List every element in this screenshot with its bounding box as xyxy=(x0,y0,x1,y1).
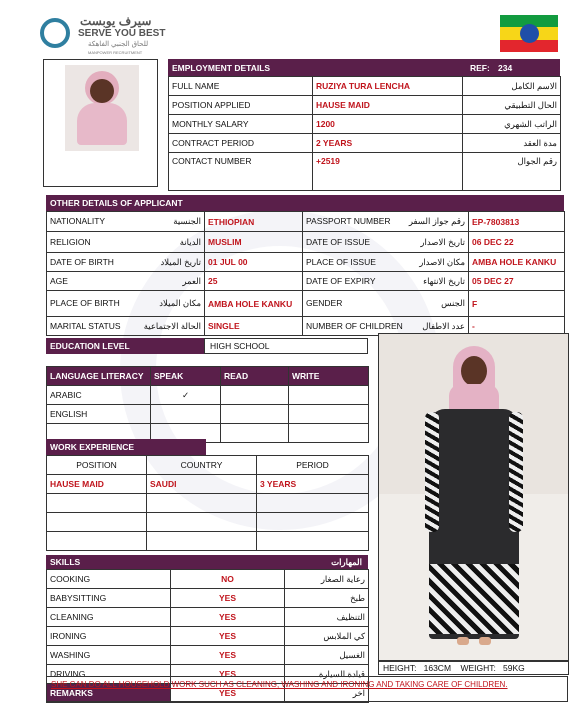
table-row: NATIONALITY الجنسية ETHIOPIAN PASSPORT NUMBER رقم جواز السفر EP-7803813 xyxy=(47,212,565,232)
table-row: REMARKS YES اخر xyxy=(47,684,369,703)
logo-sub-arabic: للحاق الجنبي الفاهكة xyxy=(88,41,149,48)
ref-value: 234 xyxy=(498,62,513,73)
ethiopia-flag-icon xyxy=(500,15,558,52)
table-row: RELIGION الديانة MUSLIM DATE OF ISSUE تاريخ الاصدار 06 DEC 22 xyxy=(47,232,565,253)
logo-english: SERVE YOU BEST xyxy=(78,28,166,39)
company-logo xyxy=(40,14,170,54)
check-icon: ✓ xyxy=(151,386,221,405)
table-row: MARITAL STATUS الحالة الاجتماعية SINGLE NUMBER OF CHILDREN عدد الاطفال - xyxy=(47,317,565,336)
table-row: WASHING YES الغسيل xyxy=(47,646,369,665)
table-row: DRIVING YES قيادة السيارة xyxy=(47,665,369,684)
logo-sub-english: MANPOWER RECRUITMENT xyxy=(88,50,143,55)
table-row: CLEANING YES التنظيف xyxy=(47,608,369,627)
education-level-value: HIGH SCHOOL xyxy=(204,338,368,354)
table-row: ARABIC ✓ xyxy=(47,386,369,405)
applicant-photo-small xyxy=(43,59,158,187)
table-row: COOKING NO رعاية الصغار xyxy=(47,570,369,589)
height-weight-box: HEIGHT: 163CM WEIGHT: 59KG xyxy=(378,661,569,675)
logo-arabic: سيرف يوبست xyxy=(80,14,152,28)
table-row: BABYSITTING YES طبخ xyxy=(47,589,369,608)
table-row: CONTACT NUMBER +2519 رقم الجوال xyxy=(169,153,561,191)
table-row xyxy=(47,513,369,532)
table-row: ENGLISH xyxy=(47,405,369,424)
table-row xyxy=(47,532,369,551)
employment-details-header: EMPLOYMENT DETAILS REF: 234 xyxy=(168,59,560,76)
logo-ring-icon xyxy=(40,18,70,48)
table-row: FULL NAME RUZIYA TURA LENCHA الاسم الكامل xyxy=(169,77,561,96)
education-level-label: EDUCATION LEVEL xyxy=(46,338,204,354)
table-row: POSITION COUNTRY PERIOD xyxy=(47,456,369,475)
language-table xyxy=(46,366,369,443)
other-details-table xyxy=(46,211,565,336)
table-row xyxy=(47,494,369,513)
table-row: IRONING YES كي الملابس xyxy=(47,627,369,646)
work-experience-header: WORK EXPERIENCE xyxy=(46,439,206,455)
table-row: POSITION APPLIED HAUSE MAID الحال التطبيقي xyxy=(169,96,561,115)
table-row: CONTRACT PERIOD 2 YEARS مدة العقد xyxy=(169,134,561,153)
other-details-header: OTHER DETAILS OF APPLICANT xyxy=(46,195,564,211)
employment-table xyxy=(168,76,561,191)
table-row: DATE OF BIRTH تاريخ الميلاد 01 JUL 00 PLACE OF ISSUE مكان الاصدار AMBA HOLE KANKU xyxy=(47,253,565,272)
table-row: MONTHLY SALARY 1200 الراتب الشهري xyxy=(169,115,561,134)
ref-label: REF: xyxy=(470,62,490,73)
table-row: AGE العمر 25 DATE OF EXPIRY تاريخ الانتهاء 05 DEC 27 xyxy=(47,272,565,291)
table-row: HAUSE MAID SAUDI 3 YEARS xyxy=(47,475,369,494)
table-row: PLACE OF BIRTH مكان الميلاد AMBA HOLE KANKU GENDER الجنس F xyxy=(47,291,565,317)
table-row: LANGUAGE LITERACY SPEAK READ WRITE xyxy=(47,367,369,386)
skills-header: SKILLS المهارات xyxy=(46,555,368,569)
applicant-photo-full xyxy=(378,333,569,661)
work-experience-table xyxy=(46,455,369,551)
remarks-text: SHE CAN DO ALL HOUSEHOLD WORK SUCH AS CLEANING, WASHING AND IRONING AND TAKING CARE OF CHILDREN. xyxy=(46,676,568,702)
